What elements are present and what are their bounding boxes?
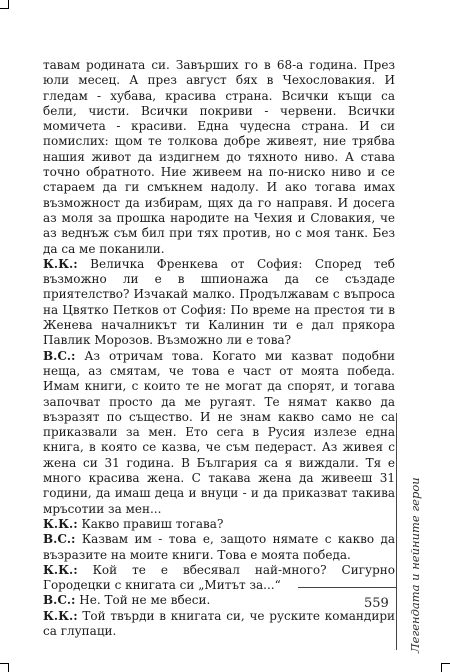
paragraph-3 — [43, 517, 395, 532]
speaker-label: В.С.: — [43, 532, 76, 547]
paragraph-7 — [43, 609, 395, 640]
speaker-label: К.К.: — [43, 608, 78, 623]
crop-mark-bottom-left — [0, 663, 9, 672]
footer-rule — [298, 587, 396, 588]
paragraph-0 — [43, 58, 395, 257]
paragraph-4 — [43, 532, 395, 563]
page-number: 559 — [364, 596, 389, 611]
crop-mark-top-left — [0, 0, 9, 9]
paragraph-text: Казвам им - това е, защото нямате с какво да възразите на моите книги. Това е моята победа. — [43, 532, 395, 562]
paragraph-text: Какво правиш тогава? — [77, 516, 224, 531]
speaker-label: К.К.: — [43, 256, 78, 271]
paragraph-text: Кой те е вбесявал най-много? Сигурно Городецки с книгата си „Митът за...“ — [43, 562, 395, 593]
paragraph-text: Той твърди в книгата си, че руските командири са глупаци. — [43, 608, 395, 638]
speaker-label: В.С.: — [43, 593, 76, 608]
paragraph-1 — [43, 257, 395, 349]
running-title: Легендата и нейните герои — [408, 477, 422, 653]
paragraph-text: Не. Той не ме вбеси. — [75, 593, 211, 608]
margin-rule-vertical — [396, 413, 397, 650]
speaker-label: В.С.: — [43, 348, 76, 363]
paragraph-6 — [43, 593, 395, 608]
paragraph-text: Величка Френкева от София: Според теб възможно ли е в шпионажа да се създаде приятелство? Изчакай малко. Продължавам с въпроса на Цвятко Петков от София: По време на престоя ти в Женева началникът ти Калинин ти е дал прякора Павлик Морозов. Възможно ли е това? — [43, 256, 395, 348]
body-text — [43, 58, 395, 639]
crop-mark-bottom-right — [441, 663, 450, 672]
paragraph-text: тавам родината си. Завърших го в 68-а година. През юли месец. А през август бях в Чехословакия. И гледам - хубава, красива страна. Всички къщи са бели, чисти. Всички покриви - червени. Всички момичета - красиви. Една чудесна страна. И си помислих: щом те толкова добре живеят, ние трябва нашия живот да издигнем до тяхното ниво. А става точно обратното. Ние живеем на по-ниско ниво и се стараем да ги смъкнем надолу. И ако тогава имах възможност да избирам, щях да го направя. И досега аз моля за прошка народите на Чехия и Словакия, че аз веднъж съм бил при тях против, но с моя танк. Без да са ме поканили. — [43, 58, 395, 256]
paragraph-5 — [43, 563, 395, 594]
speaker-label: К.К.: — [43, 516, 78, 531]
paragraph-2 — [43, 349, 395, 517]
paragraph-text: Аз отричам това. Когато ми казват подобни неща, аз смятам, че това е част от моята победа. Имам книги, с които те не могат да спорят, и тогава започват просто да ме ругаят. Те нямат какво да възразят по същество. И не знам какво само не са приказвали за мен. Ето сега в Русия излезе една книга, в която се казва, че съм педераст. Аз живея с жена си 31 година. В България са я виждали. Тя е много красива жена. С такава жена да живееш 31 години, да имаш деца и внуци - и да приказват такива мръсотии за мен... — [43, 348, 395, 516]
speaker-label: К.К.: — [43, 562, 78, 577]
